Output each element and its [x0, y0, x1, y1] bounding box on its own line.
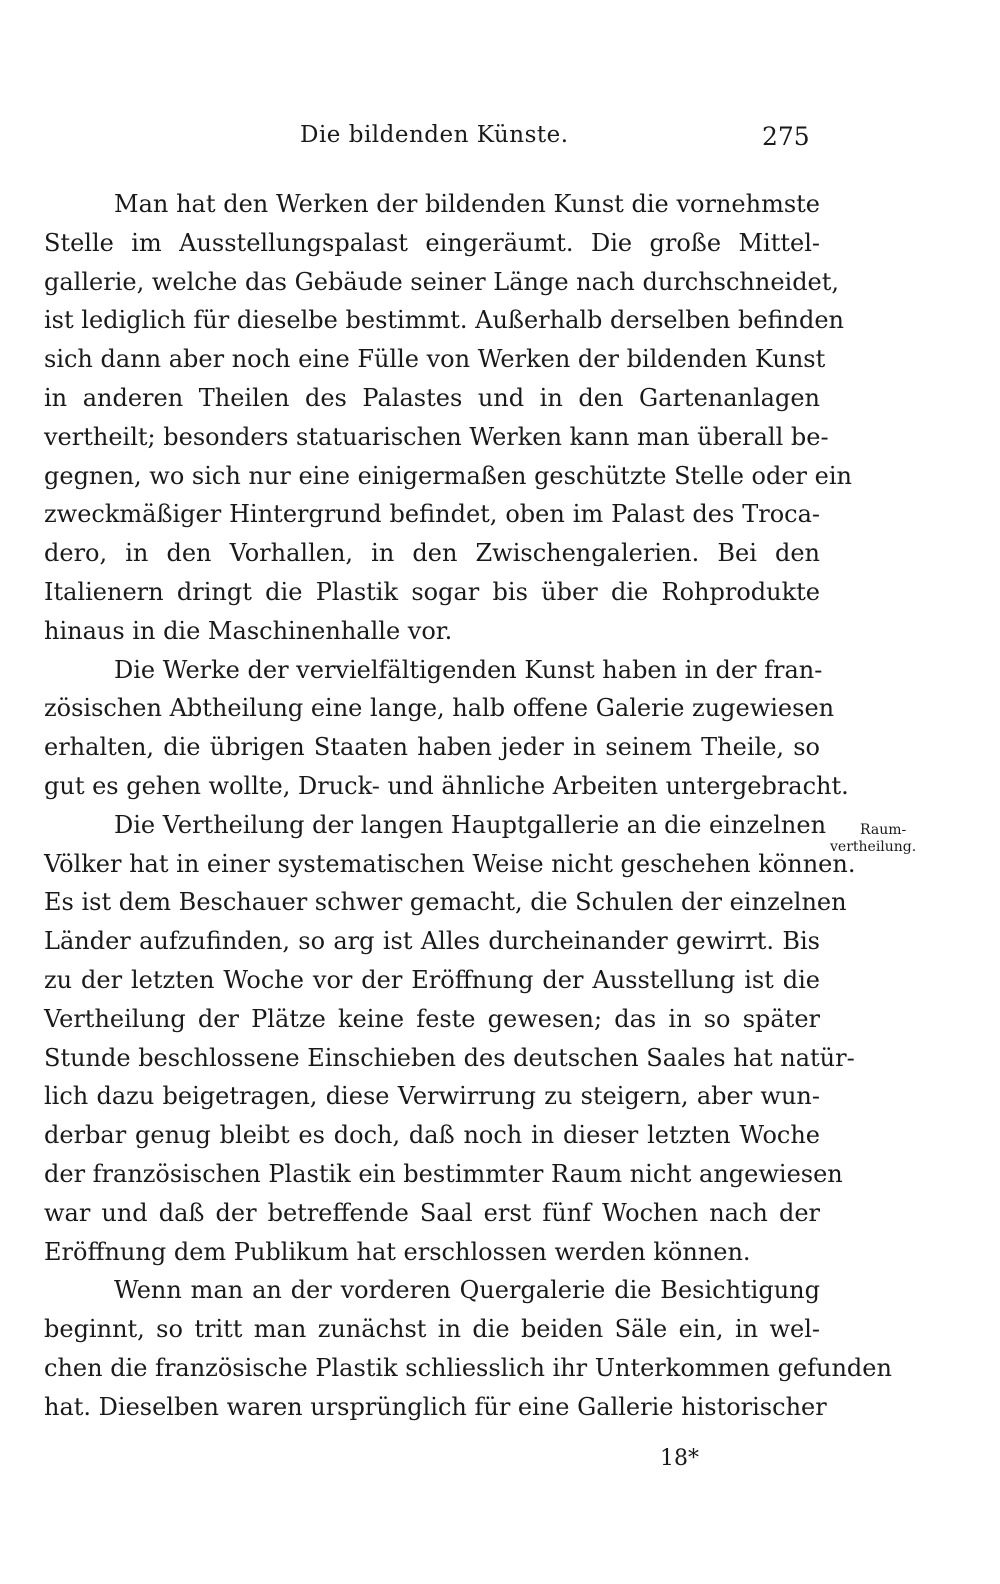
- text-line: dero, in den Vorhallen, in den Zwischengalerien. Bei den: [44, 539, 820, 568]
- text-line: gegnen, wo sich nur eine einigermaßen geschützte Stelle oder ein: [44, 461, 852, 490]
- text-line: in anderen Theilen des Palastes und in den Gartenanlagen: [44, 383, 820, 412]
- marginal-note-line: Raum-: [860, 822, 907, 838]
- text-line: Länder aufzufinden, so arg ist Alles durcheinander gewirrt. Bis: [44, 927, 820, 956]
- text-line: Die Werke der vervielfältigenden Kunst haben in der fran-: [114, 655, 823, 684]
- body-text: [44, 185, 892, 1427]
- text-line: chen die französische Plastik schliesslich ihr Unterkommen gefunden: [44, 1353, 892, 1382]
- text-line: der französischen Plastik ein bestimmter Raum nicht angewiesen: [44, 1159, 843, 1188]
- text-line: zu der letzten Woche vor der Eröffnung der Ausstellung ist die: [44, 965, 820, 994]
- paragraph-4: [44, 1271, 892, 1426]
- text-line: Vertheilung der Plätze keine feste gewesen; das in so später: [44, 1004, 820, 1033]
- text-line: Es ist dem Beschauer schwer gemacht, die Schulen der einzelnen: [44, 888, 847, 917]
- marginal-note-line: vertheilung.: [830, 839, 917, 855]
- running-head: Die bildenden Künste.: [300, 122, 569, 148]
- text-line: zweckmäßiger Hintergrund befindet, oben im Palast des Troca-: [44, 500, 820, 529]
- text-line: ist lediglich für dieselbe bestimmt. Außerhalb derselben befinden: [44, 306, 844, 335]
- page-number: 275: [762, 122, 810, 151]
- text-line: hat. Dieselben waren ursprünglich für eine Gallerie historischer: [44, 1392, 827, 1421]
- text-line: vertheilt; besonders statuarischen Werken kann man überall be-: [44, 422, 829, 451]
- marginal-note: [830, 822, 950, 856]
- text-line: Wenn man an der vorderen Quergalerie die Besichtigung: [114, 1276, 820, 1305]
- text-line: gallerie, welche das Gebäude seiner Länge nach durchschneidet,: [44, 267, 840, 296]
- paragraph-3: [44, 806, 856, 1272]
- paragraph-1: [44, 185, 852, 651]
- signature-mark: 18*: [660, 1446, 699, 1471]
- text-line: sich dann aber noch eine Fülle von Werken der bildenden Kunst: [44, 345, 826, 374]
- text-line: derbar genug bleibt es doch, daß noch in dieser letzten Woche: [44, 1121, 820, 1150]
- text-line: Man hat den Werken der bildenden Kunst die vornehmste: [114, 190, 820, 218]
- text-line: Völker hat in einer systematischen Weise nicht geschehen können.: [44, 849, 856, 878]
- text-line: Stunde beschlossene Einschieben des deutschen Saales hat natür-: [44, 1043, 855, 1072]
- text-line: Die Vertheilung der langen Hauptgallerie an die einzelnen: [114, 810, 827, 839]
- text-line: zösischen Abtheilung eine lange, halb offene Galerie zugewiesen: [44, 694, 835, 723]
- paragraph-2: [44, 651, 849, 806]
- text-line: Italienern dringt die Plastik sogar bis über die Rohprodukte: [44, 577, 820, 606]
- text-line: hinaus in die Maschinenhalle vor.: [44, 616, 453, 645]
- text-line: war und daß der betreffende Saal erst fünf Wochen nach der: [44, 1198, 820, 1227]
- text-line: erhalten, die übrigen Staaten haben jeder in seinem Theile, so: [44, 733, 820, 762]
- text-line: Stelle im Ausstellungspalast eingeräumt. Die große Mittel-: [44, 228, 820, 257]
- text-line: lich dazu beigetragen, diese Verwirrung zu steigern, aber wun-: [44, 1082, 820, 1111]
- text-line: Eröffnung dem Publikum hat erschlossen werden können.: [44, 1237, 751, 1266]
- text-line: beginnt, so tritt man zunächst in die beiden Säle ein, in wel-: [44, 1315, 820, 1344]
- text-line: gut es gehen wollte, Druck- und ähnliche Arbeiten untergebracht.: [44, 771, 849, 800]
